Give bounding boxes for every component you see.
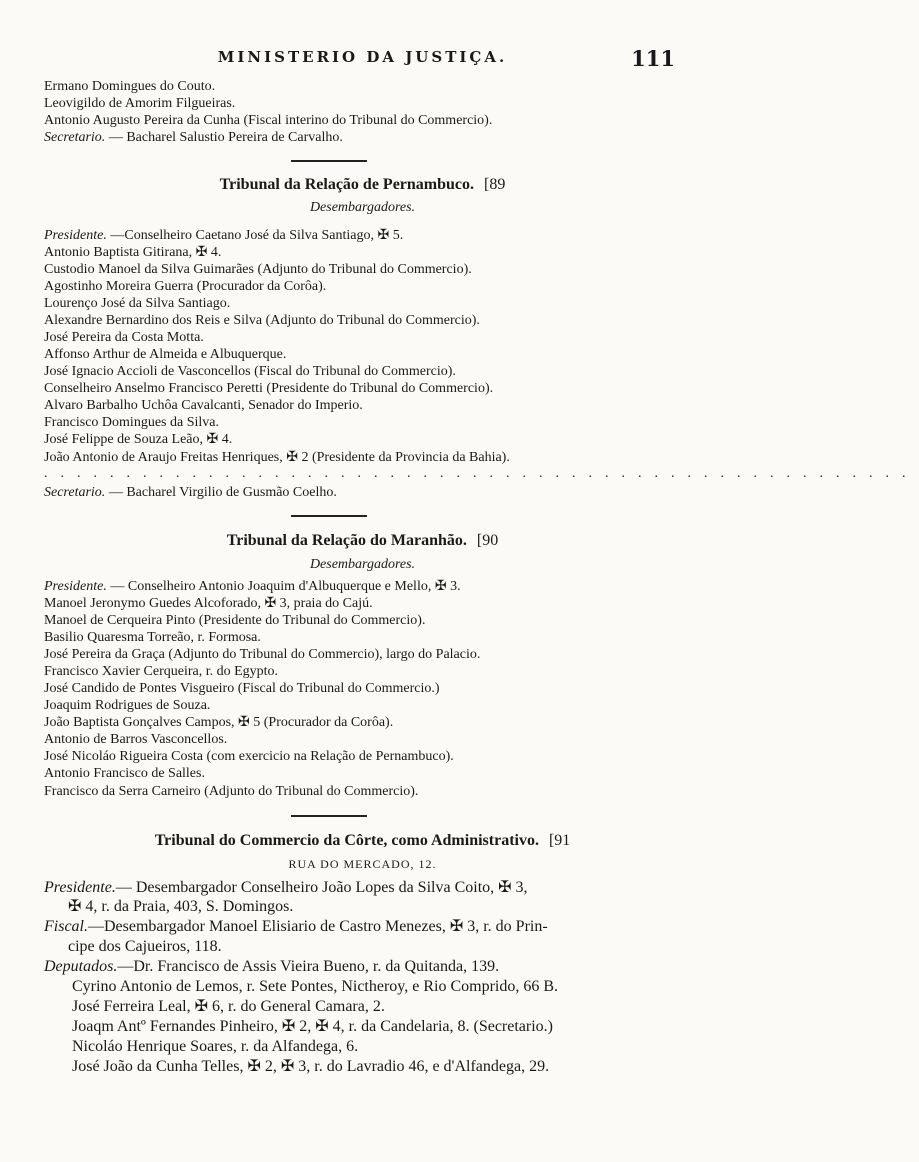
list-item: Affonso Arthur de Almeida e Albuquerque. [44, 347, 287, 362]
list-item: Alexandre Bernardino dos Reis e Silva (Adjunto do Tribunal do Commercio). [44, 313, 480, 328]
list-item: Alvaro Barbalho Uchôa Cavalcanti, Senador do Imperio. [44, 398, 363, 413]
section-address [0, 857, 725, 873]
list-item: José Ferreira Leal, ✠ 6, r. do General Camara, 2. [72, 998, 385, 1015]
president-label: Presidente. [44, 879, 116, 896]
list-item: Antonio Baptista Gitirana, ✠ 4. [44, 245, 222, 260]
deputies-label: Deputados. [44, 958, 118, 975]
divider [291, 815, 367, 817]
secretary-label: Secretario. [44, 485, 106, 500]
secretary-line [44, 484, 675, 501]
section-heading [0, 832, 725, 850]
list-item: Lourenço José da Silva Santiago. [44, 296, 231, 311]
list-item: José Pereira da Graça (Adjunto do Tribunal do Commercio), largo do Palacio. [44, 647, 481, 662]
divider [291, 160, 367, 162]
list-item: Antonio de Barros Vasconcellos. [44, 732, 228, 747]
president-line [44, 879, 675, 896]
deputies-text: —Dr. Francisco de Assis Vieira Bueno, r. da Quitanda, 139. [117, 958, 500, 975]
president-line-continued: ✠ 4, r. da Praia, 403, S. Domingos. [68, 898, 294, 915]
list-item: Joaquim Rodrigues de Souza. [44, 698, 211, 713]
running-title: MINISTERIO DA JUSTIÇA. [217, 48, 508, 66]
list-item: Joaqm Antº Fernandes Pinheiro, ✠ 2, ✠ 4, r. da Candelaria, 8. (Secretario.) [72, 1018, 553, 1035]
president-line [44, 578, 675, 595]
fiscal-label: Fiscal. [44, 918, 88, 935]
street-address: RUA DO MERCADO, 12. [288, 857, 437, 871]
list-item: José Candido de Pontes Visgueiro (Fiscal do Tribunal do Commercio.) [44, 681, 440, 696]
list-item: Conselheiro Anselmo Francisco Peretti (Presidente do Tribunal do Commercio). [44, 381, 494, 396]
list-item: José Nicoláo Rigueira Costa (com exercicio na Relação de Pernambuco). [44, 749, 454, 764]
section-ref: [89 [484, 176, 506, 193]
list-item: José Ignacio Accioli de Vasconcellos (Fiscal do Tribunal do Commercio). [44, 364, 456, 379]
president-text: —Conselheiro Caetano José da Silva Santiago, ✠ 5. [106, 228, 404, 243]
list-item: Custodio Manoel da Silva Guimarães (Adjunto do Tribunal do Commercio). [44, 262, 472, 277]
section-title: Tribunal da Relação de Pernambuco. [219, 176, 475, 193]
president-text: — Desembargador Conselheiro João Lopes da Silva Coito, ✠ 3, [115, 879, 528, 896]
list-item: João Baptista Gonçalves Campos, ✠ 5 (Procurador da Corôa). [44, 715, 394, 730]
list-item: Ermano Domingues do Couto. [44, 79, 216, 94]
dotted-leader: ..................................................... [44, 466, 919, 481]
list-item: José Felippe de Souza Leão, ✠ 4. [44, 432, 233, 447]
section-subtitle: Desembargadores. [309, 200, 416, 215]
secretary-text: — Bacharel Virgilio de Gusmão Coelho. [105, 485, 337, 500]
list-item: Leovigildo de Amorim Filgueiras. [44, 96, 236, 111]
list-item: Antonio Augusto Pereira da Cunha (Fiscal interino do Tribunal do Commercio). [44, 113, 493, 128]
section-title: Tribunal da Relação do Maranhão. [226, 532, 467, 549]
fiscal-text: —Desembargador Manoel Elisiario de Castro Menezes, ✠ 3, r. do Prin- [88, 918, 548, 935]
section-heading [0, 532, 725, 550]
list-item: José Pereira da Costa Motta. [44, 330, 204, 345]
list-item: João Antonio de Araujo Freitas Henriques, ✠ 2 (Presidente da Provincia da Bahia). [44, 450, 510, 465]
list-item: Francisco Domingues da Silva. [44, 415, 219, 430]
section-title: Tribunal do Commercio da Côrte, como Administrativo. [154, 832, 539, 849]
list-item: Francisco da Serra Carneiro (Adjunto do Tribunal do Commercio). [44, 784, 419, 799]
president-line [44, 227, 675, 244]
president-label: Presidente. [44, 228, 107, 243]
divider [291, 515, 367, 517]
list-item: Manoel de Cerqueira Pinto (Presidente do Tribunal do Commercio). [44, 613, 426, 628]
section-subtitle: Desembargadores. [309, 557, 416, 572]
fiscal-line-continued: cipe dos Cajueiros, 118. [68, 938, 222, 955]
deputies-line [44, 958, 675, 975]
section-heading [0, 176, 725, 194]
secretary-line [44, 129, 675, 146]
list-item: Nicoláo Henrique Soares, r. da Alfandega, 6. [72, 1038, 359, 1055]
page-number: 111 [631, 46, 675, 71]
page-header [0, 46, 725, 74]
list-item: Manoel Jeronymo Guedes Alcoforado, ✠ 3, praia do Cajú. [44, 596, 373, 611]
list-item: Agostinho Moreira Guerra (Procurador da Corôa). [44, 279, 327, 294]
section-ref: [91 [548, 832, 571, 849]
president-text: — Conselheiro Antonio Joaquim d'Albuquerque e Mello, ✠ 3. [106, 579, 461, 594]
list-item: Cyrino Antonio de Lemos, r. Sete Pontes, Nictheroy, e Rio Comprido, 66 B. [72, 978, 559, 995]
list-item: José João da Cunha Telles, ✠ 2, ✠ 3, r. do Lavradio 46, e d'Alfandega, 29. [72, 1058, 550, 1075]
list-item: Basilio Quaresma Torreão, r. Formosa. [44, 630, 261, 645]
list-item: Antonio Francisco de Salles. [44, 766, 205, 781]
section-ref: [90 [476, 532, 499, 549]
president-label: Presidente. [44, 579, 107, 594]
fiscal-line [44, 918, 675, 935]
secretary-label: Secretario. [44, 130, 106, 145]
secretary-text: — Bacharel Salustio Pereira de Carvalho. [108, 130, 343, 145]
list-item: Francisco Xavier Cerqueira, r. do Egypto. [44, 664, 279, 679]
